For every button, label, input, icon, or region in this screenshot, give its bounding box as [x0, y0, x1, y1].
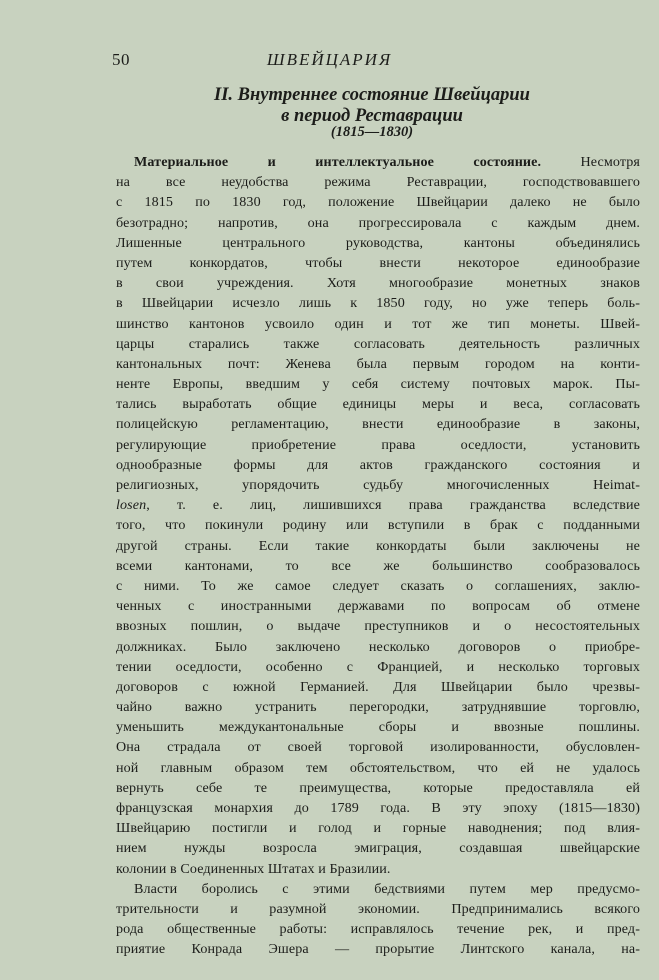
paragraph-line: Лишенные центрального руководства, кантоны объединялись: [116, 234, 640, 251]
paragraph-line: [116, 152, 640, 172]
paragraph-line: трительности и разумной экономии. Предпринимались всякого: [116, 900, 640, 917]
paragraph-line: ввозных пошлин, о выдаче преступников и о несостоятельных: [116, 618, 640, 635]
paragraph-line: кантональных почт: Женева была первым городом на конти-: [116, 355, 640, 372]
paragraph-line: тались выработать общие единицы меры и веса, согласовать: [116, 396, 640, 413]
paragraph-line: вернуть себе те преимущества, которые предоставляла ей: [116, 779, 640, 796]
paragraph-line: путем конкордатов, чтобы внести некоторое единообразие: [116, 254, 640, 271]
paragraph-line: ченных с иностранными державами по вопросам об отмене: [116, 598, 640, 615]
paragraph-line: Она страдала от своей торговой изолированности, обусловлен-: [116, 739, 640, 756]
paragraph-line: полицейскую регламентацию, внести единообразие в законы,: [116, 416, 640, 433]
paragraph-line: ненте Европы, введшим у себя систему почтовых марок. Пы-: [116, 376, 640, 393]
paragraph-line: с 1815 по 1830 год, положение Швейцарии далеко не было: [116, 194, 640, 211]
paragraph-line: тении оседлости, особенно с Францией, и несколько торговых: [116, 658, 640, 675]
paragraph-lead-heading: Материальное и интеллектуальное состояние.: [134, 154, 542, 170]
page-number: 50: [112, 50, 130, 69]
paragraph-line: того, что покинули родину или вступили в брак с подданными: [116, 517, 640, 534]
paragraph-line: религиозных, упорядочить судьбу многочисленных Heimat-: [116, 477, 640, 493]
italic-term: losen: [116, 497, 147, 514]
paragraph-line: на все неудобства режима Реставрации, господствовавшего: [116, 174, 640, 191]
paragraph-line: ной главным образом тем обстоятельством, что ей не удалось: [116, 759, 640, 776]
paragraph-line: с ними. То же самое следует сказать о соглашениях, заклю-: [116, 577, 640, 594]
paragraph-line: Власти боролись с этими бедствиями путем мер предусмо-: [134, 880, 640, 897]
paragraph-line: нием нужды возросла эмиграция, создавшая швейцарские: [116, 840, 640, 857]
section-title-line-1: II. Внутреннее состояние Швейцарии: [214, 85, 530, 105]
paragraph-line: договоров с южной Германией. Для Швейцарии было чрезвы-: [116, 678, 640, 695]
paragraph-line-rest: , т. е. лиц, лишившихся права гражданства вследствие: [146, 497, 640, 514]
running-title: ШВЕЙЦАРИЯ: [266, 50, 393, 69]
paragraph-line: рода общественные работы: исправлялось течение рек, и пред-: [116, 921, 640, 938]
paragraph-line: Швейцарию постигли и голод и горные наводнения; под влия-: [116, 820, 640, 837]
body-text: [116, 152, 640, 960]
paragraph-line-rest: Несмотря: [541, 154, 640, 170]
paragraph-line: в свои учреждения. Хотя многообразие монетных знаков: [116, 275, 640, 292]
paragraph-line: должниках. Было заключено несколько договоров о приобре-: [116, 638, 640, 655]
section-title-line-2: в период Реставрации: [281, 106, 463, 126]
paragraph-line: чайно важно устранить перегородки, затруднявшие торговлю,: [116, 699, 640, 716]
paragraph-line: [116, 495, 640, 515]
paragraph-line: однообразные формы для актов гражданского состояния и: [116, 456, 640, 473]
section-dates: (1815—1830): [330, 124, 414, 140]
running-head: [0, 50, 659, 74]
paragraph-line: французская монархия до 1789 года. В эту эпоху (1815—1830): [116, 800, 640, 816]
paragraph-last-line: колонии в Соединенных Штатах и Бразилии.: [116, 860, 391, 877]
paragraph-line: в Швейцарии исчезло лишь к 1850 году, но уже теперь боль-: [116, 295, 640, 312]
paragraph-line: приятие Конрада Эшера — прорытие Линтского канала, на-: [116, 941, 640, 958]
paragraph-line: царцы старались также согласовать деятельность различных: [116, 335, 640, 352]
paragraph-line: безотрадно; напротив, она прогрессировала с каждым днем.: [116, 214, 640, 231]
paragraph-line: всеми кантонами, то все же большинство сообразовалось: [116, 557, 640, 574]
paragraph-line: шинство кантонов усвоило один и тот же тип монеты. Швей-: [116, 315, 640, 332]
paragraph-line: регулирующие приобретение права оседлости, установить: [116, 436, 640, 453]
paragraph-line: уменьшить междукантональные сборы и ввозные пошлины.: [116, 719, 640, 736]
paragraph-line: другой страны. Если такие конкордаты были заключены не: [116, 537, 640, 554]
